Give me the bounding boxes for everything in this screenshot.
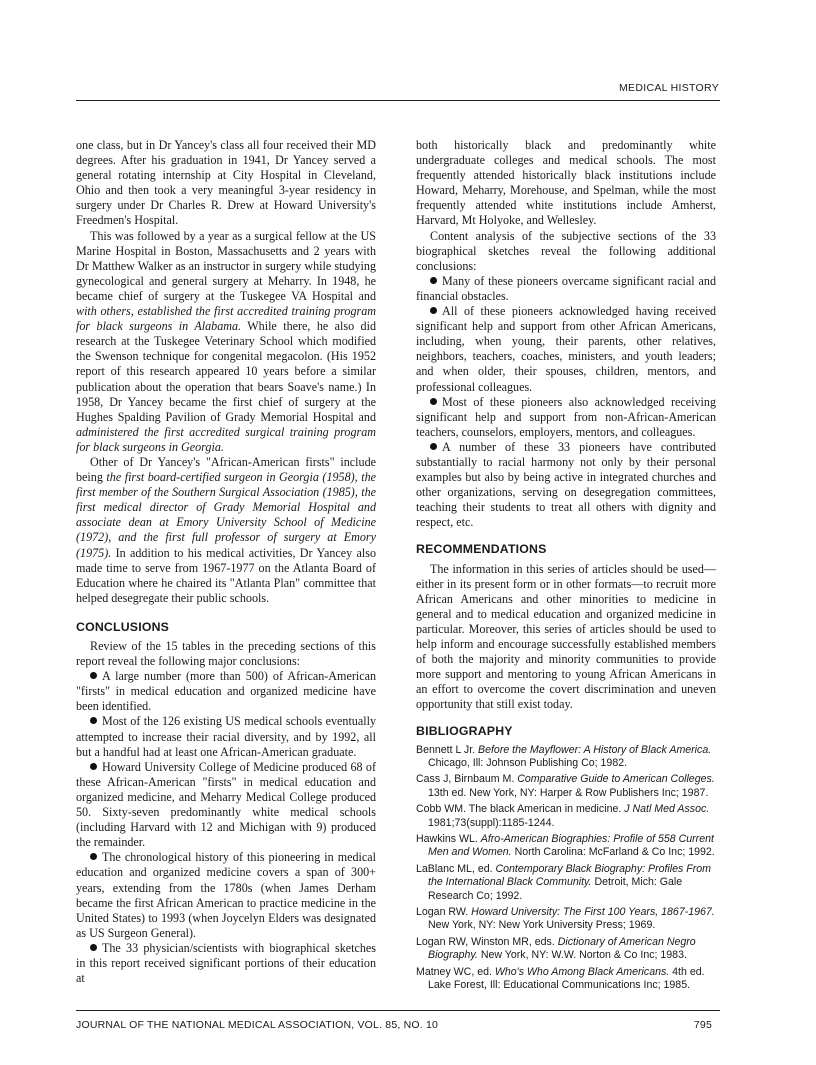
reference-item: [416, 906, 716, 933]
text-run: While there, he also did research at the Tuskegee Veterinary School which modified the Swenson technique for congenital megacolon. (His 1952 report of this research appeared 10 years before a similar publication about the operation that bears Soave's name.) In 1958, Dr Yancey became the first chief of surgery at the Hughes Spalding Pavilion of Grady Memorial Hospital and: [76, 319, 376, 424]
paragraph: one class, but in Dr Yancey's class all four received their MD degrees. After his graduation in 1941, Dr Yancey served a general rotating internship at City Hospital in Cleveland, Ohio and then took a very meaningful 3-year residency in surgery under Dr Charles R. Drew at Howard University's Freedmen's Hospital.: [76, 138, 376, 228]
running-head: MEDICAL HISTORY: [619, 82, 719, 94]
paragraph: Review of the 15 tables in the preceding sections of this report reveal the following major conclusions:: [76, 639, 376, 669]
section-heading-recommendations: RECOMMENDATIONS: [416, 542, 547, 557]
bullet-text: Howard University College of Medicine produced 68 of these African-American "firsts" in medical education and organized medicine, and Meharry Medical College produced 50. Sixty-seven predominantly white medical schools (including Harvard with 12 and Michigan with 9) produced the remainder.: [76, 759, 376, 850]
bullet-item: [416, 274, 716, 304]
bullet-item: [76, 714, 376, 759]
reference-details: New York, NY: New York University Press; 1969.: [428, 919, 656, 932]
reference-item: [416, 773, 716, 800]
reference-authors: Cass J, Birnbaum M.: [416, 773, 518, 786]
reference-item: [416, 936, 716, 963]
reference-item: [416, 863, 716, 903]
bullet-text: A large number (more than 500) of African-American "firsts" in medical education and organized medicine have been identified.: [76, 669, 376, 714]
left-column: [76, 138, 376, 986]
reference-authors: Bennett L Jr.: [416, 743, 479, 756]
reference-title: Before the Mayflower: A History of Black America.: [478, 743, 712, 756]
header-rule: [76, 100, 720, 101]
bullet-text: A number of these 33 pioneers have contributed substantially to racial harmony not only by their personal examples but also by being active in integrated churches and other organizations, serving on desegregation committees, teaching their students to treat all others with dignity and respect, etc.: [416, 439, 716, 530]
paragraph: [76, 229, 376, 455]
text-run: Other of Dr Yancey's "African-American firsts" include being: [76, 454, 376, 485]
bullet-dot-icon: [90, 763, 97, 770]
bullet-dot-icon: [430, 277, 437, 284]
reference-title: Who's Who Among Black Americans.: [494, 965, 670, 978]
journal-citation: JOURNAL OF THE NATIONAL MEDICAL ASSOCIATION, VOL. 85, NO. 10: [76, 1019, 439, 1031]
emphasis-text: the first board-certified surgeon in Georgia (1958), the first member of the Southern Surgical Association (1985), the first medical director of Grady Memorial Hospital and associate dean at Emory University School of Medicine (1972), and the first full professor of surgery at Emory (1975).: [76, 470, 376, 560]
reference-authors: LaBlanc ML, ed.: [416, 862, 496, 875]
reference-title: Dictionary of American Negro Biography.: [428, 935, 696, 962]
bullet-dot-icon: [430, 398, 437, 405]
reference-authors: Hawkins WL.: [416, 833, 481, 845]
bullet-item: [416, 395, 716, 440]
paragraph: Content analysis of the subjective sections of the 33 biographical sketches reveal the following additional conclusions:: [416, 228, 716, 273]
bullet-item: [76, 760, 376, 851]
right-column: [416, 138, 716, 995]
bullet-text: All of these pioneers acknowledged having received significant help and support from other African Americans, including, when young, their parents, other relatives, neighbors, teachers, coaches, ministers, and youth leaders; and when older, their spouses, children, mentors, and professional colleagues.: [416, 304, 716, 394]
reference-title: Howard University: The First 100 Years, 1867-1967.: [471, 906, 715, 919]
bullet-dot-icon: [90, 944, 97, 951]
reference-item: [416, 803, 716, 830]
bullet-item: [416, 304, 716, 395]
bullet-text: Most of the 126 existing US medical schools eventually attempted to increase their racial diversity, and by 1992, all but a handful had at least one African-American graduate.: [76, 714, 376, 759]
bullet-dot-icon: [430, 307, 437, 314]
paragraph: [76, 455, 376, 606]
bullet-item: [416, 440, 716, 531]
bibliography-list: [416, 744, 716, 993]
bullet-text: The chronological history of this pioneering in medical education and organized medicine covers a span of 300+ years, extending from the 1780s (when James Derham became the first African American to practice medicine in the United States) to 1993 (when Joycelyn Elders was designated as US Surgeon General).: [76, 850, 376, 940]
footer-rule: [76, 1010, 720, 1011]
reference-details: Chicago, Ill: Johnson Publishing Co; 1982.: [428, 756, 628, 769]
reference-details: Detroit, Mich: Gale Research Co; 1992.: [428, 876, 683, 902]
reference-authors: Cobb WM. The black American in medicine.: [416, 803, 625, 816]
reference-title: Comparative Guide to American Colleges.: [517, 773, 715, 786]
bullet-item: [76, 850, 376, 941]
bullet-text: The 33 physician/scientists with biographical sketches in this report received significant portions of their education at: [76, 940, 376, 986]
reference-item: [416, 833, 716, 860]
reference-authors: Logan RW.: [416, 906, 472, 919]
reference-details: 1981;73(suppl):1185-1244.: [428, 816, 555, 829]
bullet-item: [76, 669, 376, 714]
emphasis-text: with others, established the first accredited training program for black surgeons in Alabama.: [76, 304, 376, 334]
emphasis-text: administered the first accredited surgical training program for black surgeons in Georgia.: [76, 424, 376, 454]
reference-authors: Logan RW, Winston MR, eds.: [416, 935, 558, 948]
bullet-text: Many of these pioneers overcame significant racial and financial obstacles.: [416, 273, 716, 303]
bullet-dot-icon: [430, 443, 437, 450]
reference-title: Afro-American Biographies: Profile of 558 Current Men and Women.: [428, 833, 714, 859]
reference-title: Contemporary Black Biography: Profiles From the International Black Community.: [428, 862, 711, 889]
reference-authors: Matney WC, ed.: [416, 965, 495, 978]
reference-item: [416, 966, 716, 993]
bullet-dot-icon: [90, 672, 97, 679]
text-run: This was followed by a year as a surgical fellow at the US Marine Hospital in Boston, Massachusetts and 2 years with Dr Matthew Walker as an instructor in surgery while studying gynecological and general surgery at Meharry. In 1948, he became chief of surgery at the Tuskegee VA Hospital and: [76, 228, 376, 303]
reference-item: [416, 744, 716, 771]
paragraph: The information in this series of articles should be used—either in its present form or in other formats—to recruit more African Americans and other minorities to medicine in general and to medical education and organized medicine in particular. Moreover, this series of articles should be used to help inform and encourage successfully established members of both the majority and minority communities to provide more support and mentoring to young African Americans in an effort to overcome the covert discrimination and uneven opportunity that still exist today.: [416, 561, 716, 712]
section-heading-bibliography: BIBLIOGRAPHY: [416, 724, 513, 739]
bullet-item: [76, 941, 376, 986]
reference-details: New York, NY: W.W. Norton & Co Inc; 1983.: [477, 949, 687, 962]
text-run: In addition to his medical activities, Dr Yancey also made time to serve from 1967-1977 on the Atlanta Board of Education where he chaired its "Atlanta Plan" committee that helped desegregate their public schools.: [76, 545, 376, 605]
reference-details: 4th ed. Lake Forest, Ill: Educational Communications Inc; 1985.: [428, 965, 705, 992]
bullet-dot-icon: [90, 853, 97, 860]
paragraph: both historically black and predominantly white undergraduate colleges and medical schools. The most frequently attended historically black institutions include Howard, Meharry, Morehouse, and Spelman, while the most frequently attended white institutions include Amherst, Harvard, Mt Holyoke, and Wellesley.: [416, 138, 716, 228]
bullet-dot-icon: [90, 717, 97, 724]
reference-title: J Natl Med Assoc.: [624, 803, 710, 816]
reference-details: North Carolina: McFarland & Co Inc; 1992.: [511, 846, 715, 859]
page-number: 795: [693, 1019, 712, 1031]
section-heading-conclusions: CONCLUSIONS: [76, 619, 170, 634]
reference-details: 13th ed. New York, NY: Harper & Row Publishers Inc; 1987.: [428, 786, 709, 799]
bullet-text: Most of these pioneers also acknowledged receiving significant help and support from non-African-American teachers, counselors, employers, mentors, and colleagues.: [416, 394, 716, 439]
